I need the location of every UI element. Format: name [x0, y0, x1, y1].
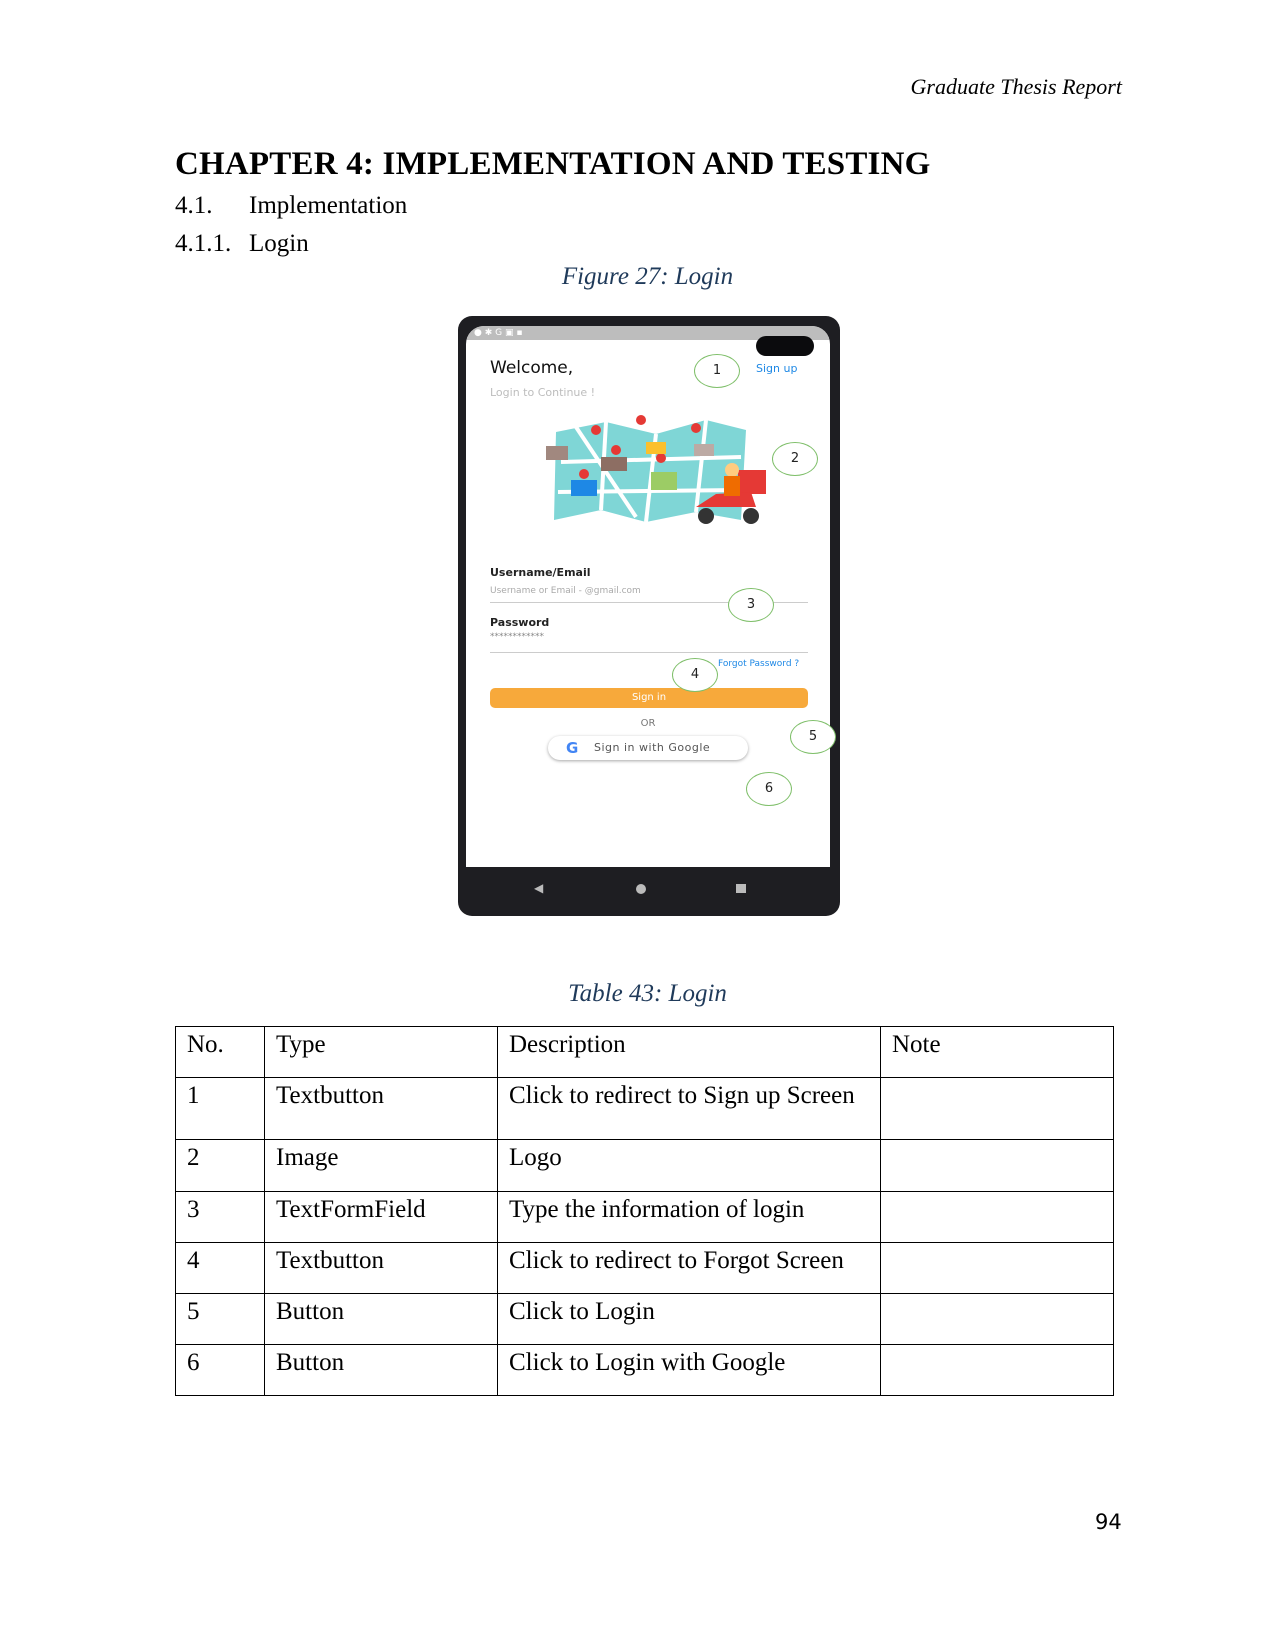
login-subtitle: Login to Continue ! — [490, 386, 596, 399]
row-description: Type the information of login — [498, 1192, 881, 1243]
table-row — [176, 1345, 1114, 1396]
forgot-password-link[interactable]: Forgot Password ? — [718, 659, 800, 669]
header-cell: No. — [176, 1027, 265, 1078]
table-row — [176, 1140, 1114, 1192]
section-heading-4-1 — [175, 192, 407, 220]
row-note — [881, 1140, 1114, 1192]
callout-3: 3 — [728, 588, 774, 622]
or-divider: OR — [640, 718, 656, 729]
google-sign-in-button[interactable] — [548, 736, 748, 760]
username-label: Username/Email — [490, 566, 591, 579]
row-no: 2 — [176, 1140, 265, 1192]
callout-5: 5 — [790, 720, 836, 754]
table-row — [176, 1078, 1114, 1140]
row-description: Click to redirect to Forgot Screen — [498, 1243, 881, 1294]
section-number: 4.1.1. — [175, 230, 232, 257]
recent-apps-icon[interactable] — [736, 884, 746, 893]
page-number: 94 — [1095, 1510, 1122, 1534]
table-caption: Table 43: Login — [568, 980, 727, 1007]
section-number: 4.1. — [175, 192, 213, 219]
figure-caption: Figure 27: Login — [561, 263, 734, 290]
status-icons: ● ✱ G ▣ ▪ — [474, 328, 523, 338]
delivery-map-illustration — [546, 412, 776, 532]
row-type: Textbutton — [265, 1243, 498, 1294]
row-type: Button — [265, 1345, 498, 1396]
chapter-title: CHAPTER 4: IMPLEMENTATION AND TESTING — [175, 146, 931, 182]
header-cell: Description — [498, 1027, 881, 1078]
row-type: Button — [265, 1294, 498, 1345]
row-no: 1 — [176, 1078, 265, 1140]
callout-4: 4 — [672, 658, 718, 692]
password-input[interactable]: ************ — [490, 632, 544, 642]
running-header: Graduate Thesis Report — [910, 74, 1122, 99]
row-description: Click to redirect to Sign up Screen — [498, 1078, 881, 1140]
phone-mockup — [458, 316, 840, 916]
header-cell: Note — [881, 1027, 1114, 1078]
row-note — [881, 1345, 1114, 1396]
section-title: Login — [249, 230, 309, 257]
google-icon: G — [566, 739, 579, 757]
row-description: Logo — [498, 1140, 881, 1192]
header-cell: Type — [265, 1027, 498, 1078]
row-no: 5 — [176, 1294, 265, 1345]
row-no: 3 — [176, 1192, 265, 1243]
section-title: Implementation — [249, 192, 408, 219]
row-note — [881, 1078, 1114, 1140]
back-icon[interactable]: ◀ — [534, 881, 544, 895]
row-no: 6 — [176, 1345, 265, 1396]
row-description: Click to Login with Google — [498, 1345, 881, 1396]
password-underline — [490, 652, 808, 653]
row-type: Image — [265, 1140, 498, 1192]
table-row — [176, 1294, 1114, 1345]
row-type: Textbutton — [265, 1078, 498, 1140]
login-components-table — [175, 1026, 1114, 1396]
welcome-title: Welcome, — [490, 358, 574, 378]
sign-in-button[interactable]: Sign in — [490, 688, 808, 708]
row-no: 4 — [176, 1243, 265, 1294]
callout-1: 1 — [694, 354, 740, 388]
table-row — [176, 1243, 1114, 1294]
row-note — [881, 1294, 1114, 1345]
row-note — [881, 1192, 1114, 1243]
username-input[interactable]: Username or Email - @gmail.com — [490, 586, 641, 596]
row-note — [881, 1243, 1114, 1294]
table-header-row — [176, 1027, 1114, 1078]
password-label: Password — [490, 616, 550, 629]
home-icon[interactable] — [636, 884, 646, 894]
callout-2: 2 — [772, 442, 818, 476]
table-row — [176, 1192, 1114, 1243]
android-nav-bar — [458, 867, 840, 916]
row-description: Click to Login — [498, 1294, 881, 1345]
callout-6: 6 — [746, 772, 792, 806]
section-heading-4-1-1 — [175, 230, 309, 258]
signup-link[interactable]: Sign up — [756, 362, 798, 375]
google-button-label: Sign in with Google — [594, 741, 711, 754]
camera-cutout — [756, 336, 814, 356]
row-type: TextFormField — [265, 1192, 498, 1243]
